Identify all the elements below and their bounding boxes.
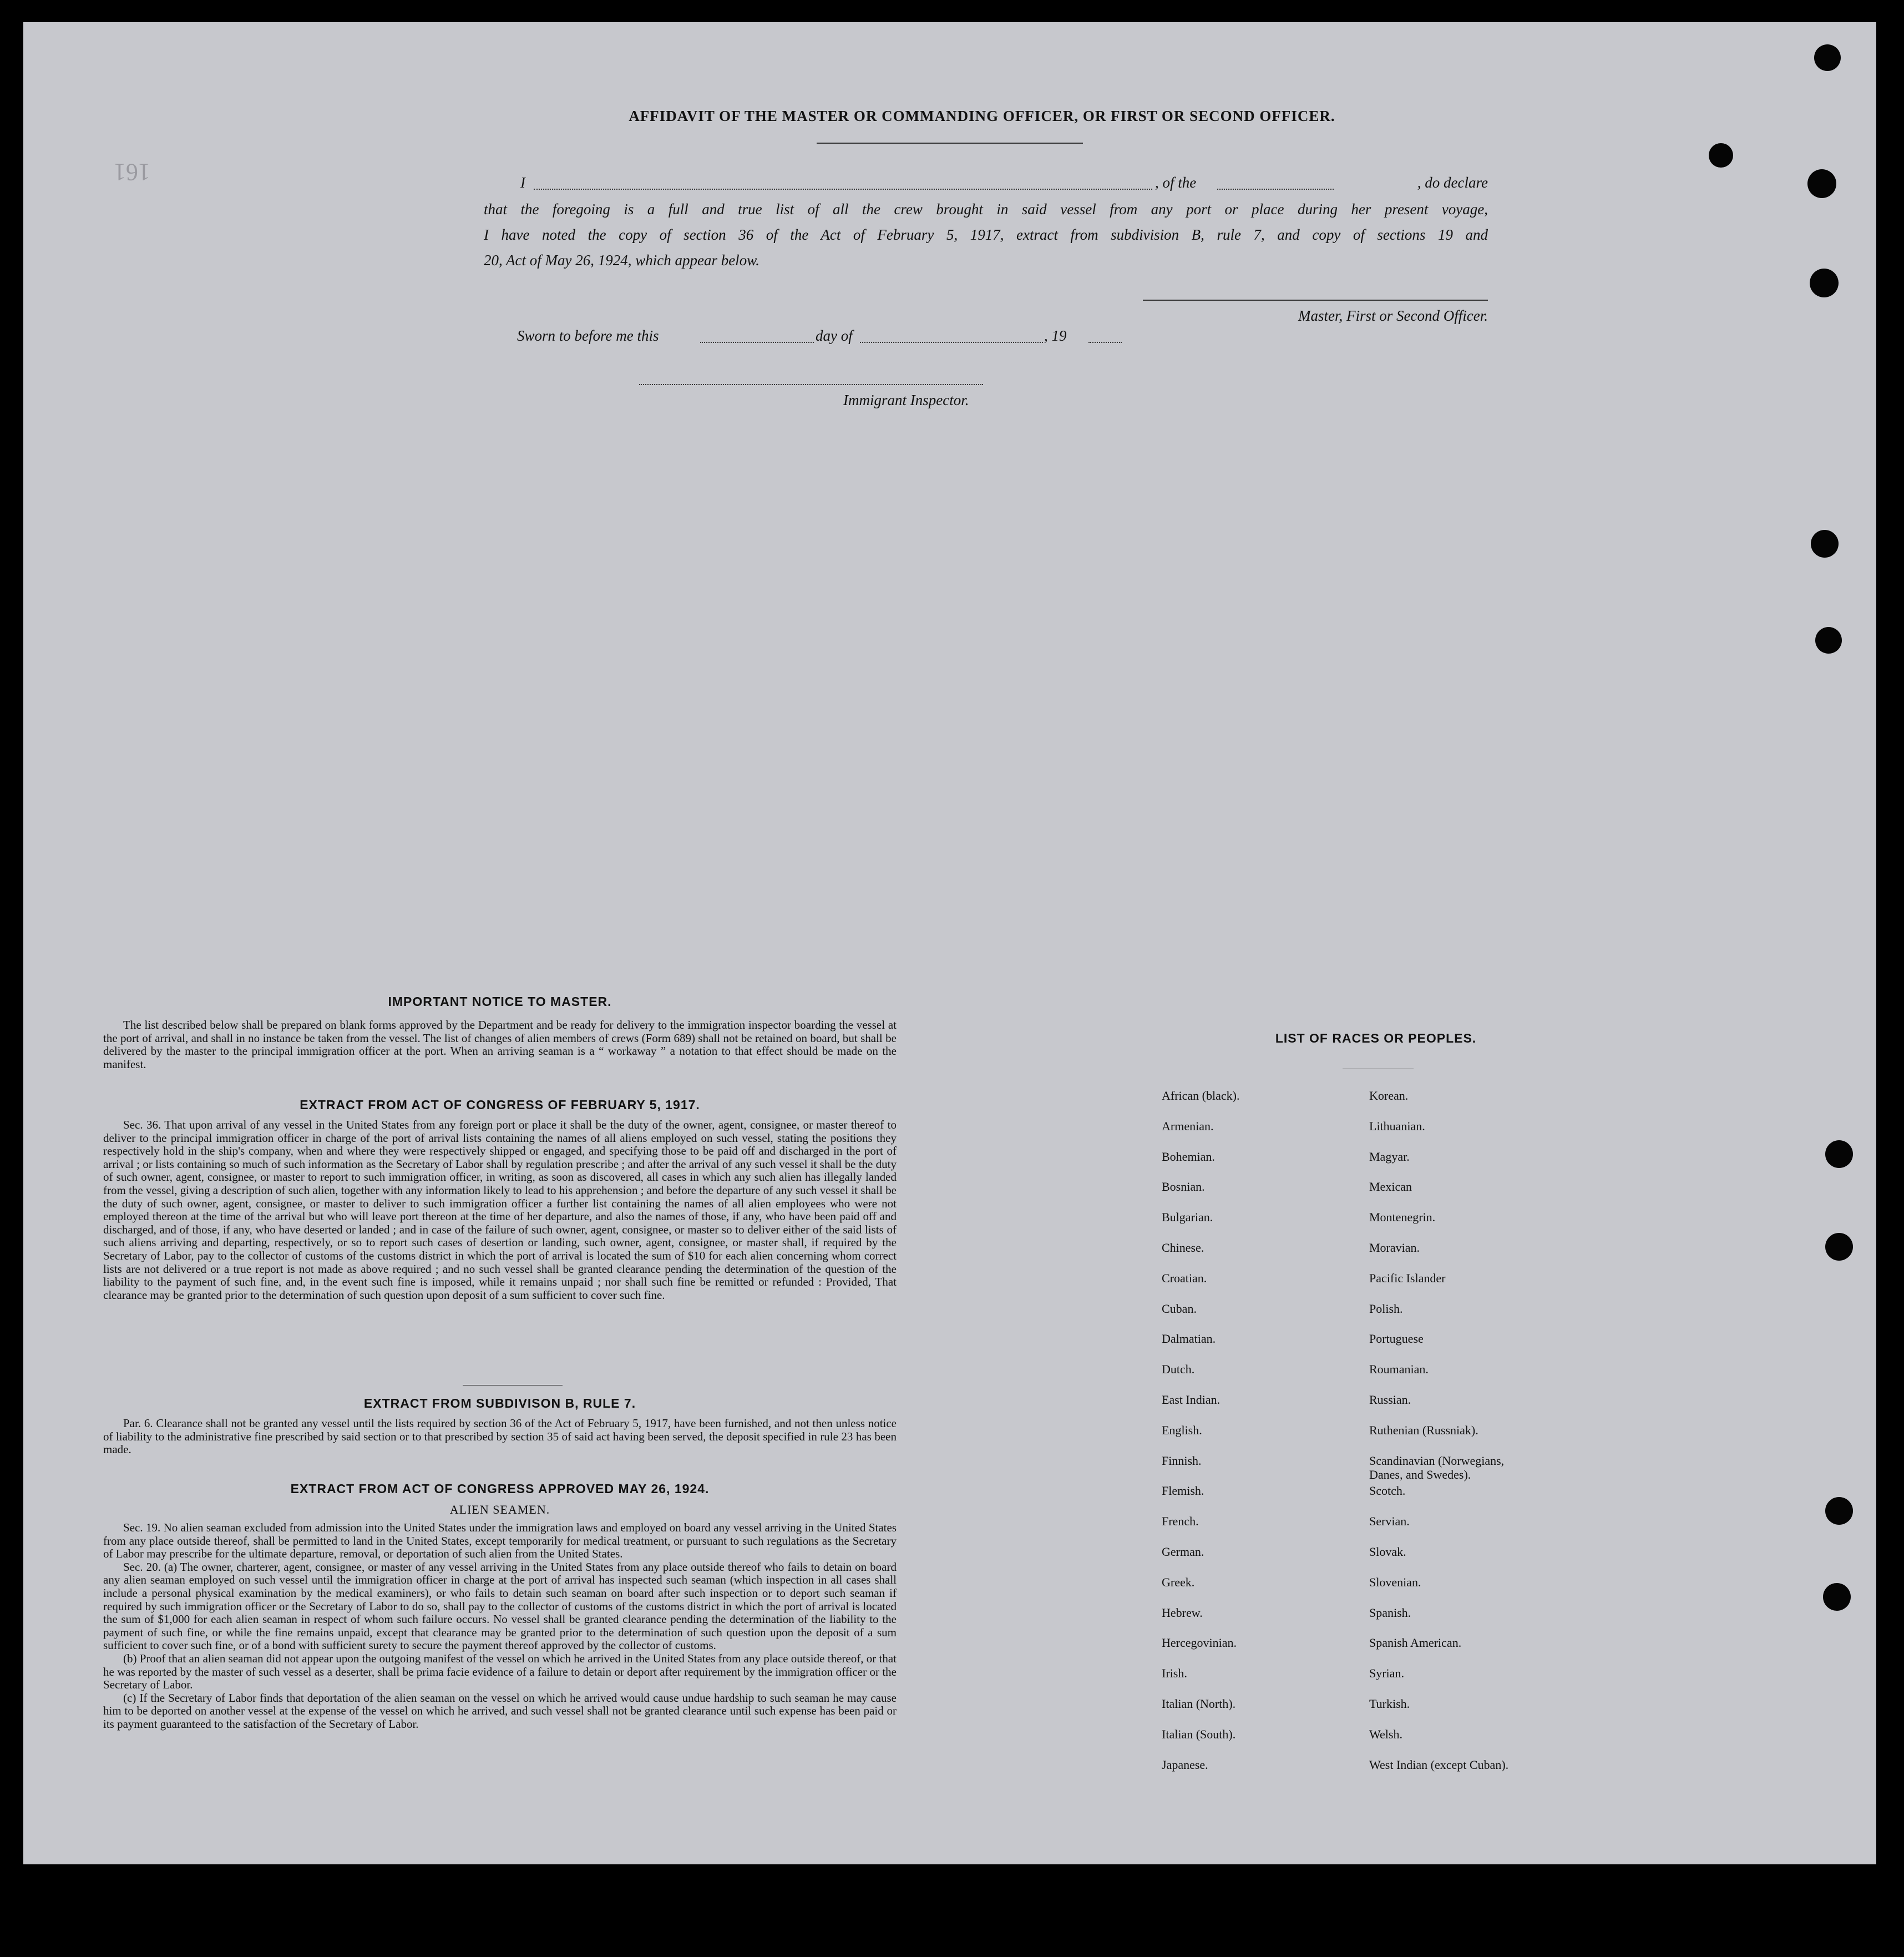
race-item: Croatian. — [1162, 1271, 1207, 1285]
race-item: Chinese. — [1162, 1241, 1204, 1255]
margin-number: 161 — [114, 159, 150, 186]
race-item: Bosnian. — [1162, 1180, 1205, 1194]
race-item: Welsh. — [1369, 1727, 1402, 1741]
race-item: Scandinavian (Norwegians, Danes, and Swedes). — [1369, 1453, 1505, 1481]
race-item: Roumanian. — [1369, 1362, 1429, 1377]
race-item: Flemish. — [1162, 1484, 1204, 1498]
punch-hole — [1814, 44, 1841, 71]
declarant-i: I — [520, 174, 525, 191]
race-item: Italian (North). — [1162, 1697, 1236, 1711]
race-item: Hebrew. — [1162, 1605, 1203, 1620]
race-item: Lithuanian. — [1369, 1119, 1425, 1133]
par-6-paragraph: Par. 6. Clearance shall not be granted any vessel until the lists required by section 36 of the Act of February 5, 1917, have been furnished, and not then unless notice of liability to the administrative fine prescribed by said section or to that prescribed by section 35 of said act having been served, the deposit specified in rule 23 has been made. — [103, 1417, 897, 1457]
race-item: Montenegrin. — [1369, 1210, 1436, 1225]
inspector-signature-line[interactable] — [639, 384, 983, 385]
race-item: Bulgarian. — [1162, 1210, 1213, 1225]
race-item: Greek. — [1162, 1575, 1195, 1589]
punch-hole — [1709, 143, 1733, 168]
notice-title: IMPORTANT NOTICE TO MASTER. — [388, 994, 612, 1009]
sec-20c-paragraph: (c) If the Secretary of Labor finds that deportation of the alien seaman on the vessel on which he arrived would cause undue hardship to such seaman he may cause him to be deported on another vessel at the expense of the vessel on which he arrived, and such vessel shall not be granted clearance until such expense has been paid or its payment guaranteed to the satisfaction of the Secretary of Labor. — [103, 1691, 897, 1731]
punch-hole — [1825, 1233, 1853, 1261]
race-item: Slovak. — [1369, 1545, 1406, 1559]
race-item: Scotch. — [1369, 1484, 1406, 1498]
section-36-paragraph: Sec. 36. That upon arrival of any vessel in the United States from any foreign port or place it shall be the duty of the owner, agent, consignee, or master thereof to deliver to the principal immigration officer in charge of the port of arrival lists containing the names of all aliens employed on such vessel, stating the positions they respectively hold in the ship's company, when and where they were respectively shipped or engaged, and specifying those to be paid off and discharged in the port of arrival ; or lists containing so much of such information as the Secretary of Labor shall by regulation prescribe ; and after the arrival of any such vessel it shall be the duty of such owner, agent, consignee, or master to report to such immigration officer, in writing, as soon as discovered, all cases in which any such alien has illegally landed from the vessel, giving a description of such alien, together with any information likely to lead to his apprehension ; and before the departure of any such vessel it shall be the duty of such owner, agent, consignee, or master to deliver to such immigration officer a further list containing the names of all alien employees who were not employed thereon at the time of the arrival but who will leave port thereon at the time of her departure, and also the names of those, if any, who have been paid off and discharged, and of those, if any, who have deserted or landed ; and in case of the failure of such owner, agent, consignee, or master so to deliver either of the said lists of such aliens arriving and departing, respectively, or so to report such cases of desertion or landing, such owner, agent, consignee, or master shall, if required by the Secretary of Labor, pay to the collector of customs of the customs district in which the port of arrival is located the sum of $10 for each alien concerning whom correct lists are not delivered or a true report is not made as above required ; and no such vessel shall be granted clearance pending the determination of the question of the liability to the payment of such fine, and, in the event such fine is imposed, while it remains unpaid ; nor shall such fine be remitted or refunded : Provided, That clearance may be granted prior to the determination of such question upon deposit of a sum sufficient to cover such fine. — [103, 1118, 897, 1302]
sec-19-paragraph: Sec. 19. No alien seaman excluded from admission into the United States under the immigration laws and employed on board any vessel arriving in the United States from any place outside thereof, shall be permitted to land in the United States, except temporarily for medical treatment, or pursuant to such regulations as the Secretary of Labor may prescribe for the ultimate departure, removal, or deportation of such alien from the United States. — [103, 1521, 897, 1561]
race-item: English. — [1162, 1423, 1202, 1437]
title-underline — [817, 143, 1083, 144]
race-item: African (black). — [1162, 1089, 1240, 1103]
punch-hole — [1811, 530, 1839, 558]
extract-1917-title: EXTRACT FROM ACT OF CONGRESS OF FEBRUARY 5, 1917. — [300, 1098, 700, 1112]
race-item: Korean. — [1369, 1089, 1409, 1103]
of-the-label: , of the — [1155, 174, 1197, 191]
subdivision-b-title: EXTRACT FROM SUBDIVISON B, RULE 7. — [363, 1396, 636, 1410]
race-item: German. — [1162, 1545, 1204, 1559]
race-item: French. — [1162, 1514, 1199, 1529]
race-item: Spanish. — [1369, 1605, 1411, 1620]
alien-seamen-subtitle: ALIEN SEAMEN. — [449, 1503, 550, 1516]
race-item: Armenian. — [1162, 1119, 1214, 1133]
subdivision-b-text — [103, 1417, 897, 1457]
race-item: Russian. — [1369, 1393, 1411, 1407]
race-item: Magyar. — [1369, 1149, 1410, 1164]
sec-20b-paragraph: (b) Proof that an alien seaman did not appear upon the outgoing manifest of the vessel on which he arrived in the United States from any place outside thereof, or that he was reported by the master of such vessel as a deserter, shall be prima facie evidence of a failure to detain or deport after requirement by the immigration officer or the Secretary of Labor. — [103, 1651, 897, 1692]
race-item: East Indian. — [1162, 1393, 1221, 1407]
punch-hole — [1825, 1140, 1853, 1168]
race-item: Moravian. — [1369, 1241, 1420, 1255]
race-item: West Indian (except Cuban). — [1369, 1757, 1509, 1772]
race-item: Mexican — [1369, 1180, 1412, 1194]
sec-20a-paragraph: Sec. 20. (a) The owner, charterer, agent, consignee, or master of any vessel arriving in the United States from any place outside thereof who fails to detain on board any alien seaman employed on such vessel until the immigration officer in charge at the port of arrival has inspected such seaman (which inspection in all cases shall include a personal physical examination by the medical examiners), or who fails to detain such seaman on board after such inspection or to deport such seaman if required by such immigration officer or the Secretary of Labor to do so, shall pay to the collector of customs of the customs district in which the port of arrival is located the sum of $1,000 for each alien seaman in respect of whom such failure occurs. No vessel shall be granted clearance pending the determination of the liability to the payment of such fine, or while the fine remains unpaid, except that clearance may be granted prior to the determination of such question upon the deposit of a sum sufficient to cover such fine, or of a bond with sufficient surety to secure the payment thereof approved by the collector of customs. — [103, 1560, 897, 1652]
punch-hole — [1823, 1583, 1851, 1611]
day-of-label: day of — [816, 327, 853, 344]
affidavit-line2: that the foregoing is a full and true list of all the crew brought in said vessel from any port or place during her present voyage, — [484, 201, 1488, 218]
extract-1924-title: EXTRACT FROM ACT OF CONGRESS APPROVED MAY 26, 1924. — [290, 1481, 710, 1496]
punch-hole — [1825, 1497, 1853, 1525]
affidavit-line3: I have noted the copy of section 36 of the Act of February 5, 1917, extract from subdivision B, rule 7, and copy of sections 19 and — [484, 226, 1488, 243]
sworn-line — [517, 327, 1238, 347]
race-item: Pacific Islander — [1369, 1271, 1446, 1285]
master-signature-line[interactable] — [1143, 300, 1488, 301]
do-declare-label: , do declare — [1417, 174, 1488, 191]
sworn-day-field[interactable] — [700, 342, 814, 343]
race-item: Syrian. — [1369, 1666, 1404, 1681]
affidavit-line1 — [484, 174, 1488, 194]
race-item: Dutch. — [1162, 1362, 1195, 1377]
race-item: Dalmatian. — [1162, 1332, 1216, 1346]
race-item: Cuban. — [1162, 1301, 1197, 1316]
race-item: Slovenian. — [1369, 1575, 1421, 1589]
race-item: Spanish American. — [1369, 1636, 1462, 1650]
race-item: Portuguese — [1369, 1332, 1424, 1346]
races-title: LIST OF RACES OR PEOPLES. — [1275, 1031, 1477, 1045]
punch-hole — [1810, 269, 1839, 297]
affidavit-line4: 20, Act of May 26, 1924, which appear below. — [484, 252, 759, 269]
affidavit-title: AFFIDAVIT OF THE MASTER OR COMMANDING OFFICER, OR FIRST OR SECOND OFFICER. — [629, 108, 1335, 124]
year-label: , 19 — [1044, 327, 1067, 344]
punch-hole — [1815, 627, 1842, 654]
race-item: Japanese. — [1162, 1757, 1208, 1772]
race-item: Polish. — [1369, 1301, 1403, 1316]
race-item: Italian (South). — [1162, 1727, 1236, 1741]
race-item: Servian. — [1369, 1514, 1410, 1529]
race-item: Finnish. — [1162, 1453, 1202, 1468]
sworn-year-field[interactable] — [1088, 342, 1122, 343]
notice-paragraph: The list described below shall be prepared on blank forms approved by the Department and be ready for delivery to the immigration inspector boarding the vessel at the port of arrival, and shall in no instance be taken from the vessel. The list of changes of alien members of crews (Form 689) shall not be retained on board, but shall be delivered by the master to the principal immigration officer at the port. When an arriving seaman is a “ workaway ” a notation to that effect should be made on the manifest. — [103, 1018, 897, 1071]
race-item: Ruthenian (Russniak). — [1369, 1423, 1478, 1437]
notice-text — [103, 1019, 897, 1071]
race-item: Irish. — [1162, 1666, 1187, 1681]
sworn-month-field[interactable] — [860, 342, 1043, 343]
declarant-name-field[interactable] — [534, 189, 1152, 190]
race-item: Bohemian. — [1162, 1149, 1215, 1164]
extract-1917-text — [103, 1119, 897, 1302]
master-signature-label: Master, First or Second Officer. — [1298, 307, 1488, 324]
inspector-signature-label: Immigrant Inspector. — [843, 392, 969, 408]
vessel-name-field[interactable] — [1217, 189, 1334, 190]
race-item: Hercegovinian. — [1162, 1636, 1237, 1650]
punch-hole — [1807, 169, 1836, 198]
sworn-label: Sworn to before me this — [517, 327, 659, 344]
extract-1924-text — [103, 1521, 897, 1731]
race-item: Turkish. — [1369, 1697, 1410, 1711]
